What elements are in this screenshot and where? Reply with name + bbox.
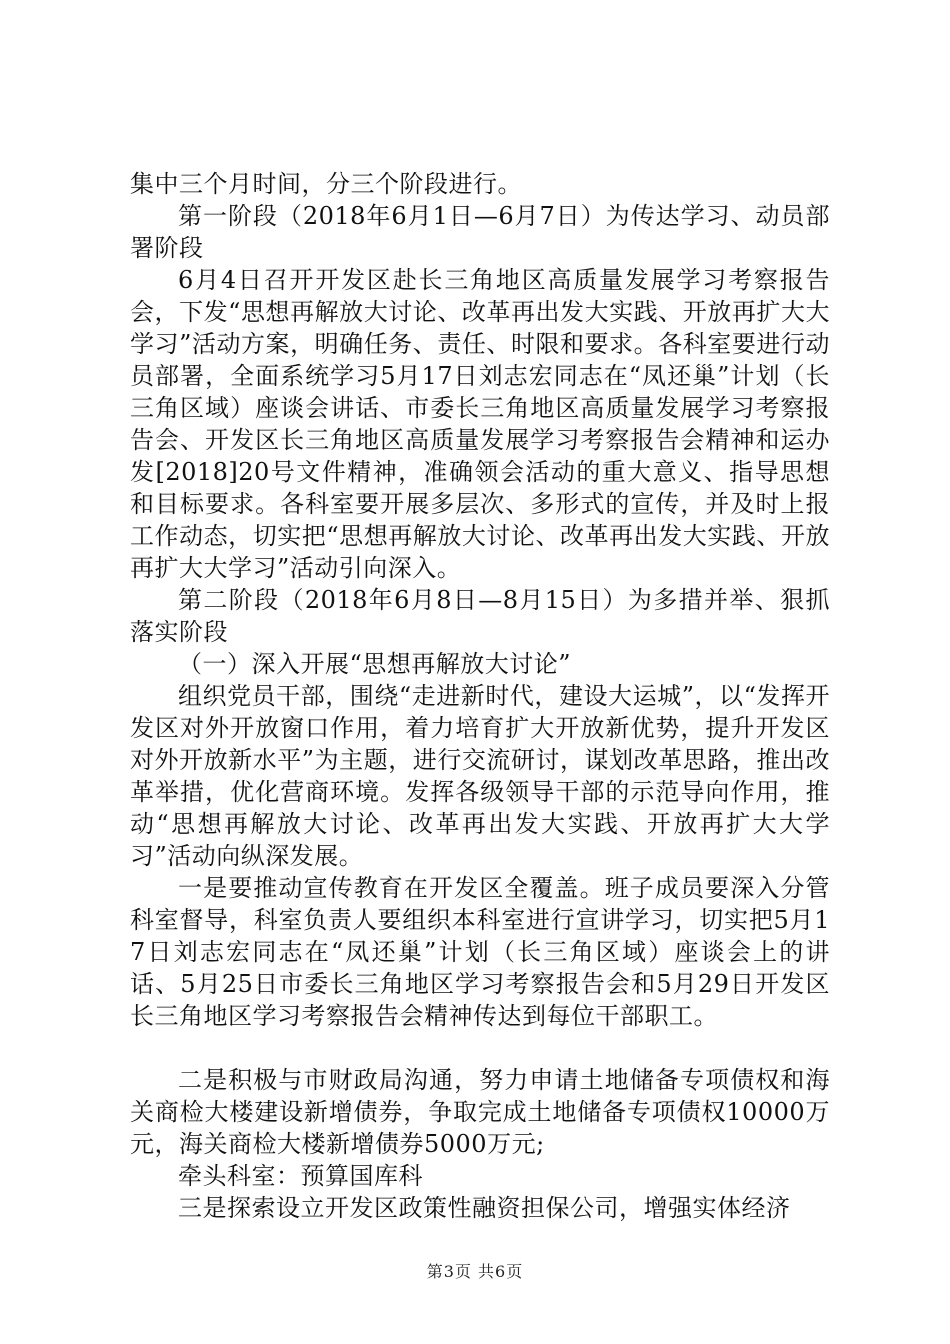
paragraph-stage-two-heading: 第二阶段（2018年6月8日—8月15日）为多措并举、狠抓落实阶段 xyxy=(130,586,830,646)
paragraph-section-one-heading: （一）深入开展“思想再解放大讨论” xyxy=(178,650,572,678)
paragraph-item-one: 一是要推动宣传教育在开发区全覆盖。班子成员要深入分管科室督导，科室负责人要组织本科室进行宣讲学习，切实把5月17日刘志宏同志在“凤还巢”计划（长三角区域）座谈会上的讲话、5月25日市委长三角地区学习考察报告会和5月29日开发区长三角地区学习考察报告会精神传达到每位干部职工。 xyxy=(130,874,830,1030)
paragraph-item-two: 二是积极与市财政局沟通，努力申请土地储备专项债权和海关商检大楼建设新增债券，争取完成土地储备专项债权10000万元，海关商检大楼新增债券5000万元; xyxy=(130,1066,830,1158)
paragraph-lead-department: 牵头科室：预算国库科 xyxy=(178,1162,423,1190)
page-number-footer: 第3页 共6页 xyxy=(426,1262,524,1281)
paragraph-section-one-body: 组织党员干部，围绕“走进新时代，建设大运城”，以“发挥开发区对外开放窗口作用，着力培育扩大开放新优势，提升开发区对外开放新水平”为主题，进行交流研讨，谋划改革思路，推出改革举措，优化营商环境。发挥各级领导干部的示范导向作用，推动“思想再解放大讨论、改革再出发大实践、开放再扩大大学习”活动向纵深发展。 xyxy=(130,682,830,870)
paragraph-item-three: 三是探索设立开发区政策性融资担保公司，增强实体经济 xyxy=(178,1194,791,1222)
paragraph-stage-one-body: 6月4日召开开发区赴长三角地区高质量发展学习考察报告会，下发“思想再解放大讨论、改革再出发大实践、开放再扩大大学习”活动方案，明确任务、责任、时限和要求。各科室要进行动员部署，全面系统学习5月17日刘志宏同志在“凤还巢”计划（长三角区域）座谈会讲话、市委长三角地区高质量发展学习考察报告会、开发区长三角地区高质量发展学习考察报告会精神和运办发[2018]20号文件精神，准确领会活动的重大意义、指导思想和目标要求。各科室要开展多层次、多形式的宣传，并及时上报工作动态，切实把“思想再解放大讨论、改革再出发大实践、开放再扩大大学习”活动引向深入。 xyxy=(130,266,830,582)
paragraph-intro: 集中三个月时间，分三个阶段进行。 xyxy=(130,170,522,198)
paragraph-stage-one-heading: 第一阶段（2018年6月1日—6月7日）为传达学习、动员部署阶段 xyxy=(130,202,830,262)
document-body xyxy=(130,168,830,1224)
